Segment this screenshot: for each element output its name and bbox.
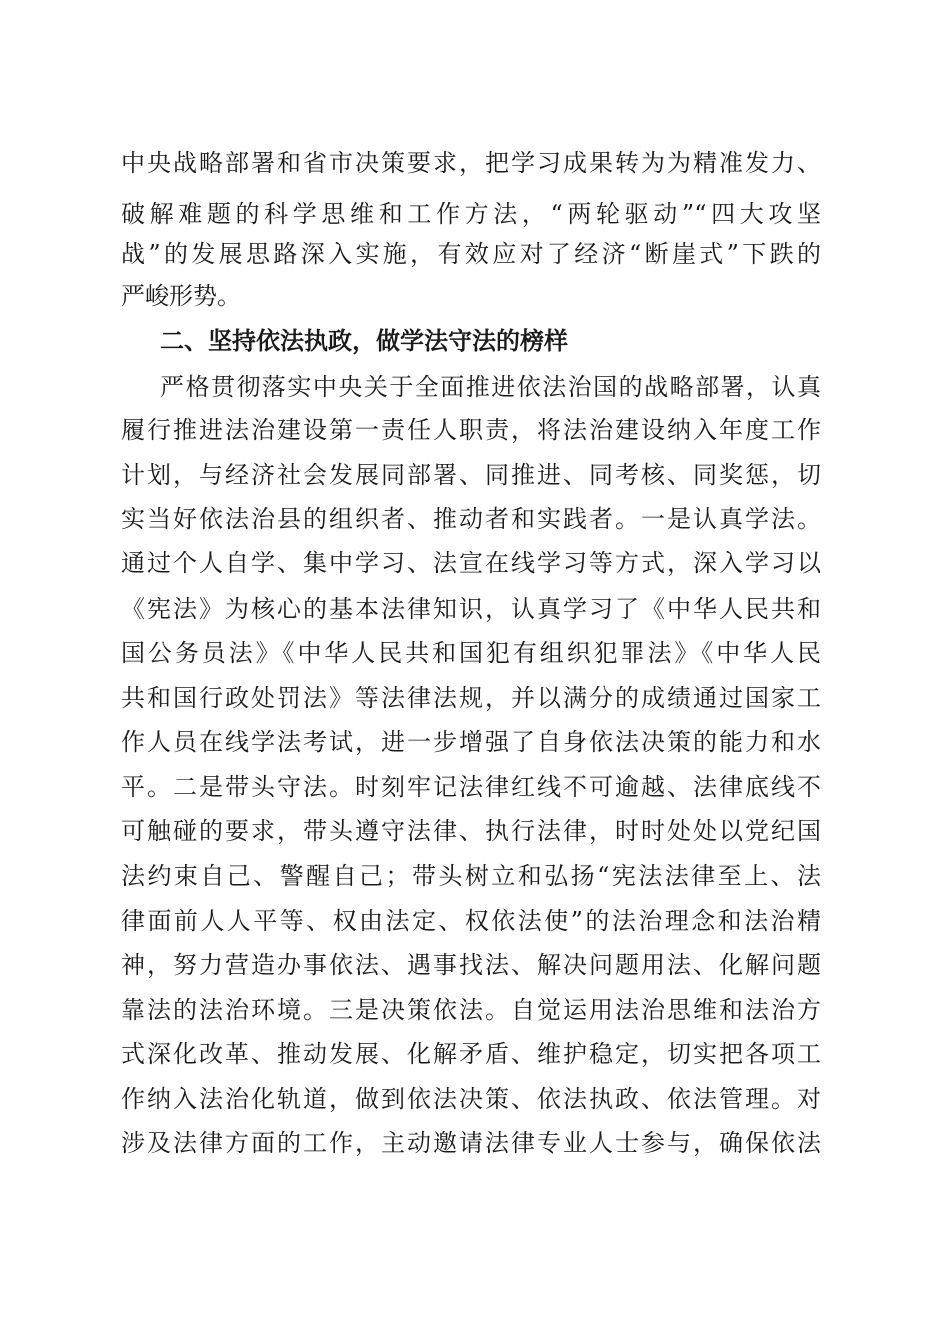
para2-line-12: 法约束自己、警醒自己；带头树立和弘扬“宪法法律至上、法: [121, 862, 821, 890]
para2-line-15: 靠法的法治环境。三是决策依法。自觉运用法治思维和法治方: [121, 996, 821, 1024]
para2-line-16: 式深化改革、推动发展、化解矛盾、维护稳定，切实把各项工: [121, 1040, 821, 1068]
para2-line-6: 《宪法》为核心的基本法律知识，认真学习了《中华人民共和: [121, 595, 821, 623]
para1-line-3: 战”的发展思路深入实施，有效应对了经济“断崖式”下跌的: [121, 240, 821, 268]
para2-line-14: 神，努力营造办事依法、遇事找法、解决问题用法、化解问题: [121, 951, 821, 979]
para2-line-13: 律面前人人平等、权由法定、权依法使”的法治理念和法治精: [121, 907, 821, 935]
para2-line-1: 严格贯彻落实中央关于全面推进依法治国的战略部署，认真: [160, 373, 821, 401]
para2-line-8: 共和国行政处罚法》等法律法规，并以满分的成绩通过国家工: [121, 684, 821, 712]
para2-line-4: 实当好依法治县的组织者、推动者和实践者。一是认真学法。: [121, 505, 821, 533]
para1-line-1: 中央战略部署和省市决策要求，把学习成果转为为精准发力、: [121, 149, 821, 177]
para1-line-4: 严峻形势。: [121, 282, 241, 310]
para2-line-7: 国公务员法》《中华人民共和国犯有组织犯罪法》《中华人民: [121, 639, 821, 667]
para2-line-9: 作人员在线学法考试，进一步增强了自身依法决策的能力和水: [121, 728, 821, 756]
para2-line-10: 平。二是带头守法。时刻牢记法律红线不可逾越、法律底线不: [121, 773, 821, 801]
para2-line-18: 涉及法律方面的工作，主动邀请法律专业人士参与，确保依法: [121, 1129, 821, 1157]
para2-line-17: 作纳入法治化轨道，做到依法决策、依法执政、依法管理。对: [121, 1085, 821, 1113]
para2-line-2: 履行推进法治建设第一责任人职责，将法治建设纳入年度工作: [121, 416, 821, 444]
para2-line-11: 可触碰的要求，带头遵守法律、执行法律，时时处处以党纪国: [121, 817, 821, 845]
para1-line-2: 破解难题的科学思维和工作方法，“两轮驱动”“四大攻坚: [121, 200, 821, 228]
para2-line-5: 通过个人自学、集中学习、法宣在线学习等方式，深入学习以: [121, 549, 821, 577]
section-heading: 二、坚持依法执政，做学法守法的榜样: [160, 327, 568, 355]
para2-line-3: 计划，与经济社会发展同部署、同推进、同考核、同奖惩，切: [121, 461, 821, 489]
